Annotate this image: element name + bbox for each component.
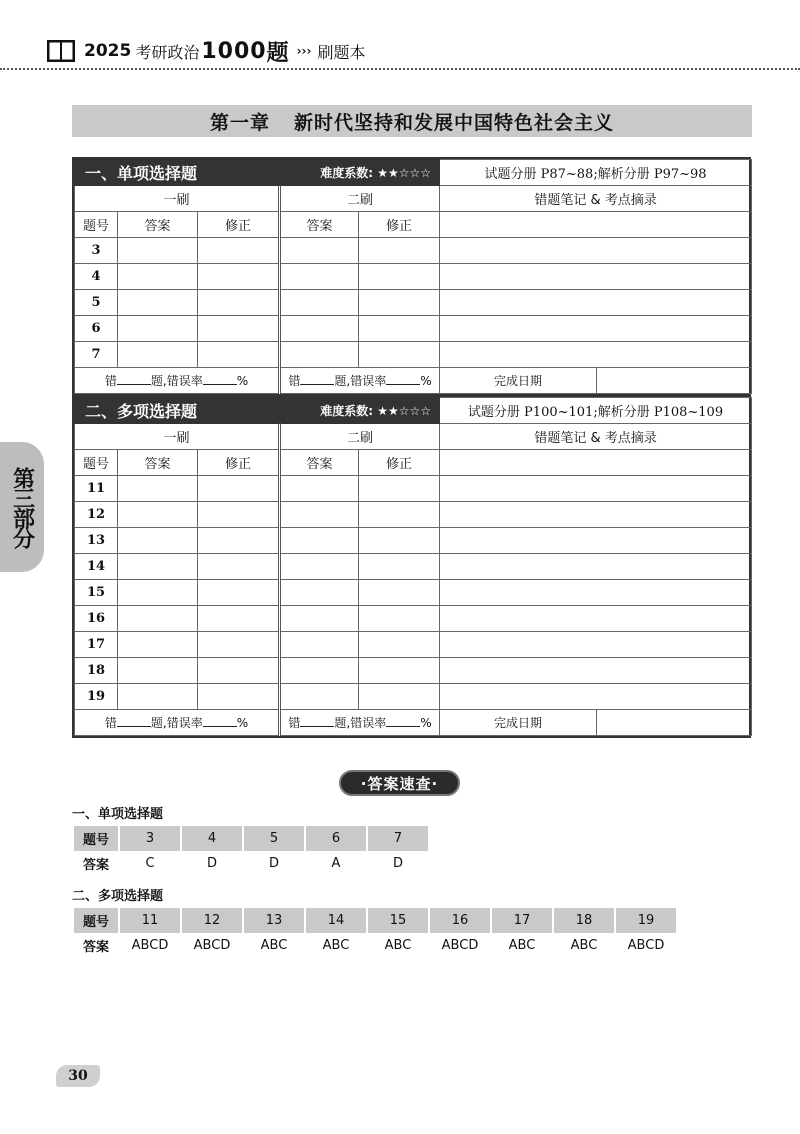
second-correction-cell[interactable] (359, 632, 440, 658)
answer-header: 答案 (118, 212, 198, 238)
part-side-tab: 第三部分 (0, 442, 44, 572)
correction-header: 修正 (198, 450, 280, 476)
qno-header: 题号 (75, 212, 118, 238)
question-row (75, 658, 752, 684)
completion-date-label: 完成日期 (440, 710, 597, 736)
question-row (75, 528, 752, 554)
first-correction-cell[interactable] (198, 684, 280, 710)
question-row (75, 632, 752, 658)
second-correction-cell[interactable] (359, 238, 440, 264)
answer-value: A (331, 856, 341, 871)
answer-multi-title: 二、多项选择题 (72, 889, 164, 904)
chapter-title: 新时代坚持和发展中国特色社会主义 (294, 111, 615, 134)
question-number: 4 (75, 264, 118, 290)
first-correction-cell[interactable] (198, 632, 280, 658)
answer-qno: 16 (430, 908, 490, 933)
second-pass-error-rate[interactable]: 错 题,错误率 % (280, 368, 440, 394)
second-correction-cell[interactable] (359, 658, 440, 684)
answer-single-title: 一、单项选择题 (72, 807, 164, 822)
first-answer-cell[interactable] (118, 342, 198, 368)
question-row (75, 684, 752, 710)
question-number: 13 (75, 528, 118, 554)
first-answer-cell[interactable] (118, 632, 198, 658)
header-number: 1000 (201, 38, 267, 64)
qno-header: 题号 (75, 450, 118, 476)
first-pass-header: 一刷 (75, 186, 280, 212)
question-number: 3 (75, 238, 118, 264)
first-answer-cell[interactable] (118, 502, 198, 528)
second-answer-cell[interactable] (280, 632, 359, 658)
section-title: 一、单项选择题 (75, 160, 280, 186)
notes-line[interactable] (440, 450, 752, 476)
question-row (75, 316, 752, 342)
section-title: 二、多项选择题 (75, 398, 280, 424)
second-answer-cell[interactable] (280, 342, 359, 368)
notes-line[interactable] (440, 554, 752, 580)
first-pass-header: 一刷 (75, 424, 280, 450)
chapter-number: 第一章 (209, 111, 270, 134)
first-correction-cell[interactable] (198, 264, 280, 290)
first-correction-cell[interactable] (198, 554, 280, 580)
first-pass-error-rate[interactable]: 错 题,错误率 % (75, 710, 280, 736)
second-answer-cell[interactable] (280, 264, 359, 290)
first-correction-cell[interactable] (198, 502, 280, 528)
first-correction-cell[interactable] (198, 658, 280, 684)
answer-value: D (206, 856, 217, 871)
answer-single-table (72, 826, 430, 876)
notes-line[interactable] (440, 290, 752, 316)
question-row (75, 264, 752, 290)
header-divider (0, 68, 800, 70)
question-number: 7 (75, 342, 118, 368)
question-row (75, 476, 752, 502)
first-correction-cell[interactable] (198, 606, 280, 632)
second-correction-cell[interactable] (359, 290, 440, 316)
answer-value: ABCD (441, 938, 479, 953)
second-correction-cell[interactable] (359, 316, 440, 342)
answer-qno: 14 (306, 908, 366, 933)
first-pass-error-rate[interactable]: 错 题,错误率 % (75, 368, 280, 394)
first-answer-cell[interactable] (118, 554, 198, 580)
second-answer-cell[interactable] (280, 554, 359, 580)
completion-date-field[interactable] (597, 710, 752, 736)
answer-qno: 18 (554, 908, 614, 933)
question-number: 6 (75, 316, 118, 342)
second-answer-cell[interactable] (280, 476, 359, 502)
first-correction-cell[interactable] (198, 476, 280, 502)
completion-date-field[interactable] (597, 368, 752, 394)
answer-value: D (392, 856, 403, 871)
answer-qno: 12 (182, 908, 242, 933)
second-answer-cell[interactable] (280, 502, 359, 528)
question-row (75, 580, 752, 606)
first-correction-cell[interactable] (198, 342, 280, 368)
second-correction-cell[interactable] (359, 476, 440, 502)
chapter-banner (72, 105, 752, 137)
notes-line[interactable] (440, 502, 752, 528)
question-row (75, 342, 752, 368)
correction-header: 修正 (359, 450, 440, 476)
question-number: 18 (75, 658, 118, 684)
difficulty-rating: 难度系数: ★★☆☆☆ (280, 160, 440, 186)
page-reference: 试题分册 P87~88;解析分册 P97~98 (440, 160, 752, 186)
question-number: 11 (75, 476, 118, 502)
second-answer-cell[interactable] (280, 238, 359, 264)
answer-value-label: 答案 (82, 940, 109, 955)
first-answer-cell[interactable] (118, 528, 198, 554)
second-correction-cell[interactable] (359, 342, 440, 368)
second-answer-cell[interactable] (280, 290, 359, 316)
first-correction-cell[interactable] (198, 580, 280, 606)
notes-line[interactable] (440, 264, 752, 290)
second-answer-cell[interactable] (280, 316, 359, 342)
second-correction-cell[interactable] (359, 684, 440, 710)
first-answer-cell[interactable] (118, 290, 198, 316)
question-number: 16 (75, 606, 118, 632)
page-header (46, 36, 365, 66)
header-ti: 题 (266, 40, 289, 66)
second-correction-cell[interactable] (359, 580, 440, 606)
answer-value: ABC (322, 938, 350, 953)
second-answer-cell[interactable] (280, 606, 359, 632)
answer-value: ABCD (131, 938, 169, 953)
first-answer-cell[interactable] (118, 606, 198, 632)
second-pass-error-rate[interactable]: 错 题,错误率 % (280, 710, 440, 736)
answer-header: 答案 (280, 450, 359, 476)
first-answer-cell[interactable] (118, 658, 198, 684)
section-multi-choice (72, 395, 751, 738)
answer-qno-label: 题号 (74, 908, 118, 933)
second-correction-cell[interactable] (359, 264, 440, 290)
first-answer-cell[interactable] (118, 476, 198, 502)
answer-value: ABCD (193, 938, 231, 953)
header-subtitle: 刷题本 (317, 42, 366, 62)
question-number: 12 (75, 502, 118, 528)
notes-line[interactable] (440, 606, 752, 632)
notes-line[interactable] (440, 580, 752, 606)
question-number: 17 (75, 632, 118, 658)
second-correction-cell[interactable] (359, 528, 440, 554)
second-answer-cell[interactable] (280, 684, 359, 710)
section-single-choice (72, 157, 751, 396)
answer-qno: 7 (368, 826, 428, 851)
first-correction-cell[interactable] (198, 316, 280, 342)
second-pass-header: 二刷 (280, 424, 440, 450)
first-correction-cell[interactable] (198, 238, 280, 264)
open-book-icon (46, 38, 76, 64)
answer-qno: 3 (120, 826, 180, 851)
second-pass-header: 二刷 (280, 186, 440, 212)
answer-qno-label: 题号 (74, 826, 118, 851)
answer-header: 答案 (280, 212, 359, 238)
answer-value: ABC (508, 938, 536, 953)
notes-line[interactable] (440, 658, 752, 684)
notes-line[interactable] (440, 476, 752, 502)
notes-line[interactable] (440, 212, 752, 238)
first-correction-cell[interactable] (198, 290, 280, 316)
header-year: 2025 (84, 41, 132, 61)
answer-qno: 5 (244, 826, 304, 851)
question-row (75, 606, 752, 632)
question-number: 15 (75, 580, 118, 606)
correction-header: 修正 (359, 212, 440, 238)
answer-qno: 11 (120, 908, 180, 933)
completion-date-label: 完成日期 (440, 368, 597, 394)
answer-qno: 4 (182, 826, 242, 851)
second-correction-cell[interactable] (359, 606, 440, 632)
question-row (75, 502, 752, 528)
question-row (75, 554, 752, 580)
answer-value: ABCD (627, 938, 665, 953)
first-answer-cell[interactable] (118, 316, 198, 342)
answer-qno: 19 (616, 908, 676, 933)
answer-qno: 17 (492, 908, 552, 933)
question-number: 5 (75, 290, 118, 316)
second-correction-cell[interactable] (359, 502, 440, 528)
page-reference: 试题分册 P100~101;解析分册 P108~109 (440, 398, 752, 424)
answer-multi-table (72, 908, 678, 958)
answer-value: ABC (260, 938, 288, 953)
answer-value: D (268, 856, 279, 871)
second-answer-cell[interactable] (280, 658, 359, 684)
answer-value: C (145, 856, 155, 871)
notes-line[interactable] (440, 342, 752, 368)
page-number: 30 (56, 1065, 100, 1087)
question-row (75, 290, 752, 316)
question-row (75, 238, 752, 264)
answer-header: 答案 (118, 450, 198, 476)
notes-line[interactable] (440, 684, 752, 710)
first-answer-cell[interactable] (118, 264, 198, 290)
difficulty-rating: 难度系数: ★★☆☆☆ (280, 398, 440, 424)
header-arrows: ››› (296, 44, 312, 58)
answer-value-label: 答案 (82, 858, 109, 873)
second-correction-cell[interactable] (359, 554, 440, 580)
answer-value: ABC (384, 938, 412, 953)
notes-line[interactable] (440, 528, 752, 554)
answer-qno: 13 (244, 908, 304, 933)
answer-value: ABC (570, 938, 598, 953)
first-answer-cell[interactable] (118, 580, 198, 606)
question-number: 14 (75, 554, 118, 580)
answer-key-badge: ·答案速查· (339, 770, 460, 796)
notes-line[interactable] (440, 238, 752, 264)
correction-header: 修正 (198, 212, 280, 238)
first-answer-cell[interactable] (118, 238, 198, 264)
question-number: 19 (75, 684, 118, 710)
answer-qno: 15 (368, 908, 428, 933)
answer-qno: 6 (306, 826, 366, 851)
first-answer-cell[interactable] (118, 684, 198, 710)
second-answer-cell[interactable] (280, 580, 359, 606)
notes-header: 错题笔记 & 考点摘录 (440, 186, 752, 212)
notes-line[interactable] (440, 632, 752, 658)
header-title: 考研政治 (135, 42, 200, 62)
second-answer-cell[interactable] (280, 528, 359, 554)
notes-header: 错题笔记 & 考点摘录 (440, 424, 752, 450)
first-correction-cell[interactable] (198, 528, 280, 554)
notes-line[interactable] (440, 316, 752, 342)
